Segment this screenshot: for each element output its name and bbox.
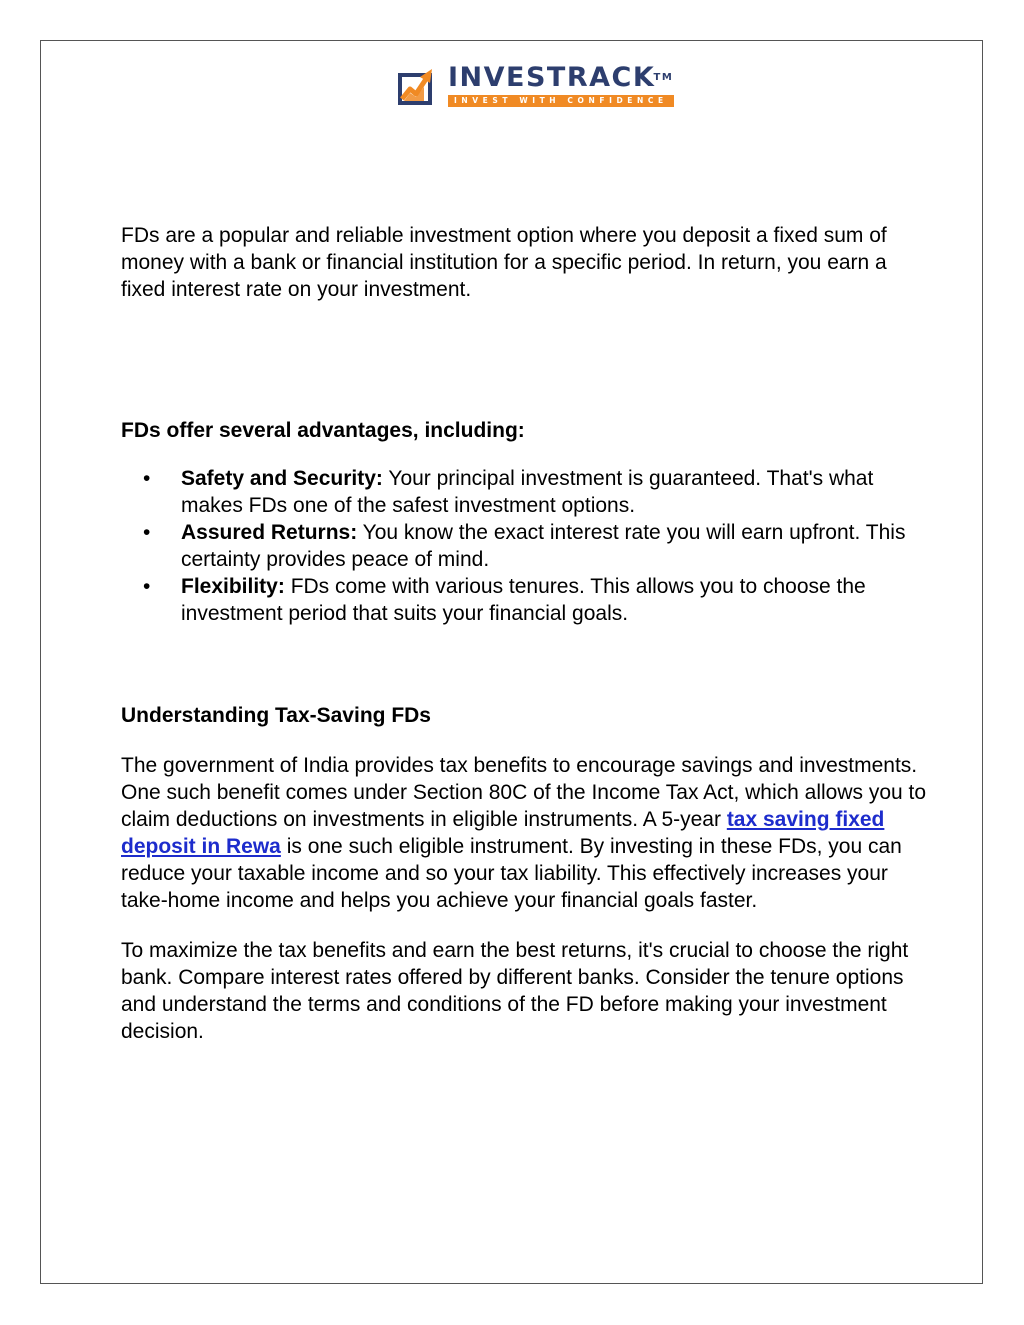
tax-saving-fd-link[interactable]: tax saving fixed deposit in Rewa <box>121 808 885 858</box>
list-item <box>143 573 936 627</box>
chart-trend-icon <box>396 63 438 107</box>
bullet-icon: • <box>143 575 151 598</box>
logo-text <box>448 63 674 107</box>
brand-tagline: INVEST WITH CONFIDENCE <box>448 95 674 107</box>
intro-paragraph: FDs are a popular and reliable investment option where you deposit a fixed sum of money with a bank or financial institution for a specific period. In return, you earn a fixed interest rate on your investment. <box>121 224 887 301</box>
brand-wordmark <box>448 62 674 93</box>
brand-name: INVESTRACK <box>448 62 656 93</box>
trademark-symbol: TM <box>653 72 674 83</box>
list-item-title: Assured Returns: <box>181 521 358 544</box>
bullet-icon: • <box>143 467 151 490</box>
list-item-title: Flexibility: <box>181 575 285 598</box>
tax-paragraph-1-start: The government of India provides tax benefits to encourage savings and investments. One such benefit comes under Section 80C of the Income Tax Act, which allows you to claim deductions on investments in eligible instruments. A 5-year <box>121 754 927 831</box>
document-body <box>121 222 936 1045</box>
list-item-text: FDs come with various tenures. This allows you to choose the investment period that suits your financial goals. <box>181 575 866 625</box>
advantages-list <box>121 465 936 627</box>
investrack-logo <box>396 60 674 110</box>
list-item-title: Safety and Security: <box>181 467 383 490</box>
list-item <box>143 465 936 519</box>
bullet-icon: • <box>143 521 151 544</box>
advantages-heading: FDs offer several advantages, including: <box>121 419 525 442</box>
list-item-text: You know the exact interest rate you will earn upfront. This certainty provides peace of mind. <box>181 521 906 571</box>
tax-paragraph-1 <box>121 752 936 914</box>
tax-paragraph-2: To maximize the tax benefits and earn the best returns, it's crucial to choose the right bank. Compare interest rates offered by different banks. Consider the tenure options and understand the terms and conditions of the FD before making your investment decision. <box>121 939 909 1043</box>
tax-section-heading: Understanding Tax-Saving FDs <box>121 704 431 727</box>
list-item <box>143 519 936 573</box>
list-item-text: Your principal investment is guaranteed. That's what makes FDs one of the safest investment options. <box>181 467 874 517</box>
tax-paragraph-1-end: is one such eligible instrument. By investing in these FDs, you can reduce your taxable income and so your tax liability. This effectively increases your take-home income and helps you achieve your financial goals faster. <box>121 835 902 912</box>
